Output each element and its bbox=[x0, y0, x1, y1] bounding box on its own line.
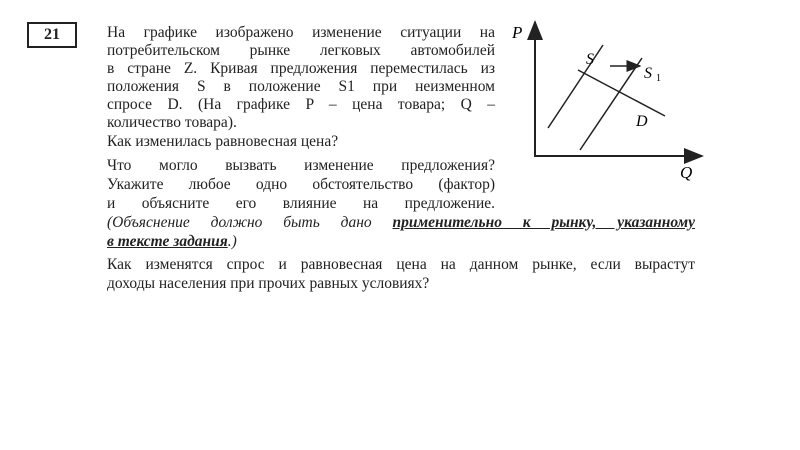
note-suffix: .) bbox=[227, 233, 237, 250]
question-line: и объясните его влияние на предложение. bbox=[107, 195, 495, 212]
question-line: Укажите любое одно обстоятельство (фактор) bbox=[107, 176, 495, 193]
supply-curve-s1 bbox=[580, 58, 642, 150]
p-label: P bbox=[512, 23, 523, 42]
intro-line: На графике изображено изменение ситуации на bbox=[107, 24, 495, 41]
question-line: Что могло вызвать изменение предложения? bbox=[107, 157, 495, 174]
supply-curve-s bbox=[548, 45, 603, 128]
s1-subscript: 1 bbox=[656, 73, 661, 84]
q-label: Q bbox=[680, 163, 693, 182]
s-label: S bbox=[586, 51, 594, 68]
note-emphasis: применительно к рынку, указанному bbox=[392, 214, 695, 231]
note-prefix: (Объяснение должно быть дано bbox=[107, 214, 393, 231]
d-label: D bbox=[636, 113, 648, 130]
task-number: 21 bbox=[27, 22, 77, 48]
intro-line: в стране Z. Кривая предложения переместилась из bbox=[107, 60, 495, 77]
s1-label: S bbox=[644, 65, 652, 82]
intro-line: положения S в положение S1 при неизменном bbox=[107, 78, 495, 95]
question-price: Как изменилась равновесная цена? bbox=[107, 133, 339, 150]
note-emphasis: в тексте задания bbox=[107, 233, 228, 250]
intro-line: потребительском рынке легковых автомобилей bbox=[107, 42, 495, 59]
intro-line: спросе D. (На графике P – цена товара; Q – bbox=[107, 96, 495, 113]
question-line: доходы населения при прочих равных условиях? bbox=[107, 275, 430, 292]
question-line: Как изменятся спрос и равновесная цена на данном рынке, если вырастут bbox=[107, 256, 695, 273]
intro-line: количество товара). bbox=[107, 114, 237, 131]
